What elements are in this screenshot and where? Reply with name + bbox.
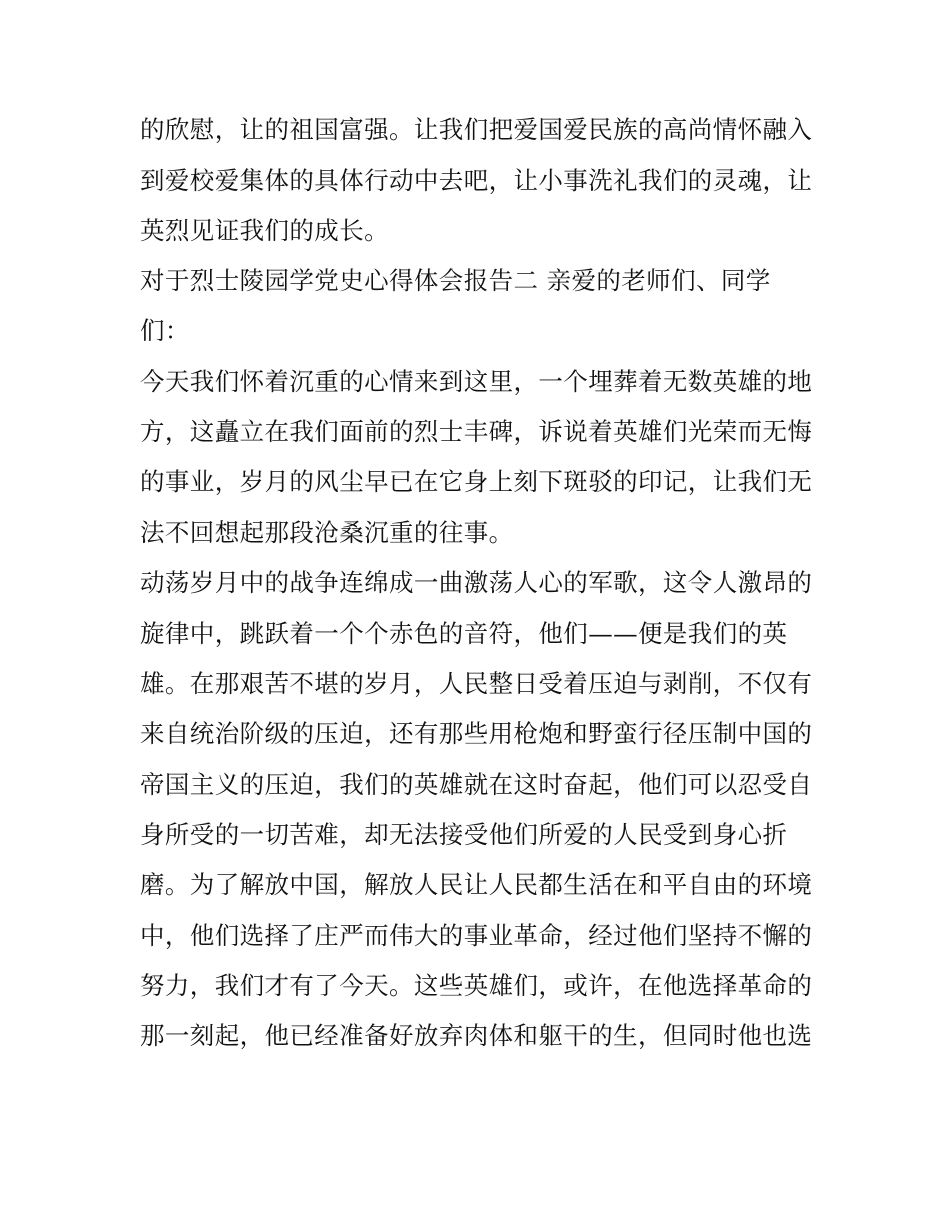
text-line: 旋律中，跳跃着一个个赤色的音符，他们——便是我们的英 bbox=[140, 619, 788, 648]
text-line: 到爱校爱集体的具体行动中去吧，让小事洗礼我们的灵魂，让 bbox=[140, 166, 813, 195]
text-line: 努力，我们才有了今天。这些英雄们，或许，在他选择革命的 bbox=[140, 971, 813, 1000]
text-line: 今天我们怀着沉重的心情来到这里，一个埋葬着无数英雄的地 bbox=[140, 367, 813, 396]
text-line: 那一刻起，他已经准备好放弃肉体和躯干的生，但同时他也选 bbox=[140, 1021, 813, 1050]
text-line: 帝国主义的压迫，我们的英雄就在这时奋起，他们可以忍受自 bbox=[140, 770, 813, 799]
text-line: 身所受的一切苦难，却无法接受他们所爱的人民受到身心折 bbox=[140, 820, 788, 849]
section-heading-line: 对于烈士陵园学党史心得体会报告二 亲爱的老师们、同学 bbox=[140, 266, 771, 295]
text-line: 动荡岁月中的战争连绵成一曲激荡人心的军歌，这令人激昂的 bbox=[140, 568, 813, 597]
text-line: 雄。在那艰苦不堪的岁月，人民整日受着压迫与剥削，不仅有 bbox=[140, 669, 813, 698]
text-line: 法不回想起那段沧桑沉重的往事。 bbox=[140, 518, 514, 547]
text-line: 的欣慰，让的祖国富强。让我们把爱国爱民族的高尚情怀融入 bbox=[140, 115, 813, 144]
text-line: 来自统治阶级的压迫，还有那些用枪炮和野蛮行径压制中国的 bbox=[140, 719, 813, 748]
text-line: 的事业，岁月的风尘早已在它身上刻下斑驳的印记，让我们无 bbox=[140, 467, 813, 496]
text-line: 方，这矗立在我们面前的烈士丰碑，诉说着英雄们光荣而无悔 bbox=[140, 417, 813, 446]
text-line: 们： bbox=[140, 316, 190, 345]
text-line: 英烈见证我们的成长。 bbox=[140, 216, 389, 245]
text-line: 中，他们选择了庄严而伟大的事业革命，经过他们坚持不懈的 bbox=[140, 921, 813, 950]
text-line: 磨。为了解放中国，解放人民让人民都生活在和平自由的环境 bbox=[140, 870, 813, 899]
